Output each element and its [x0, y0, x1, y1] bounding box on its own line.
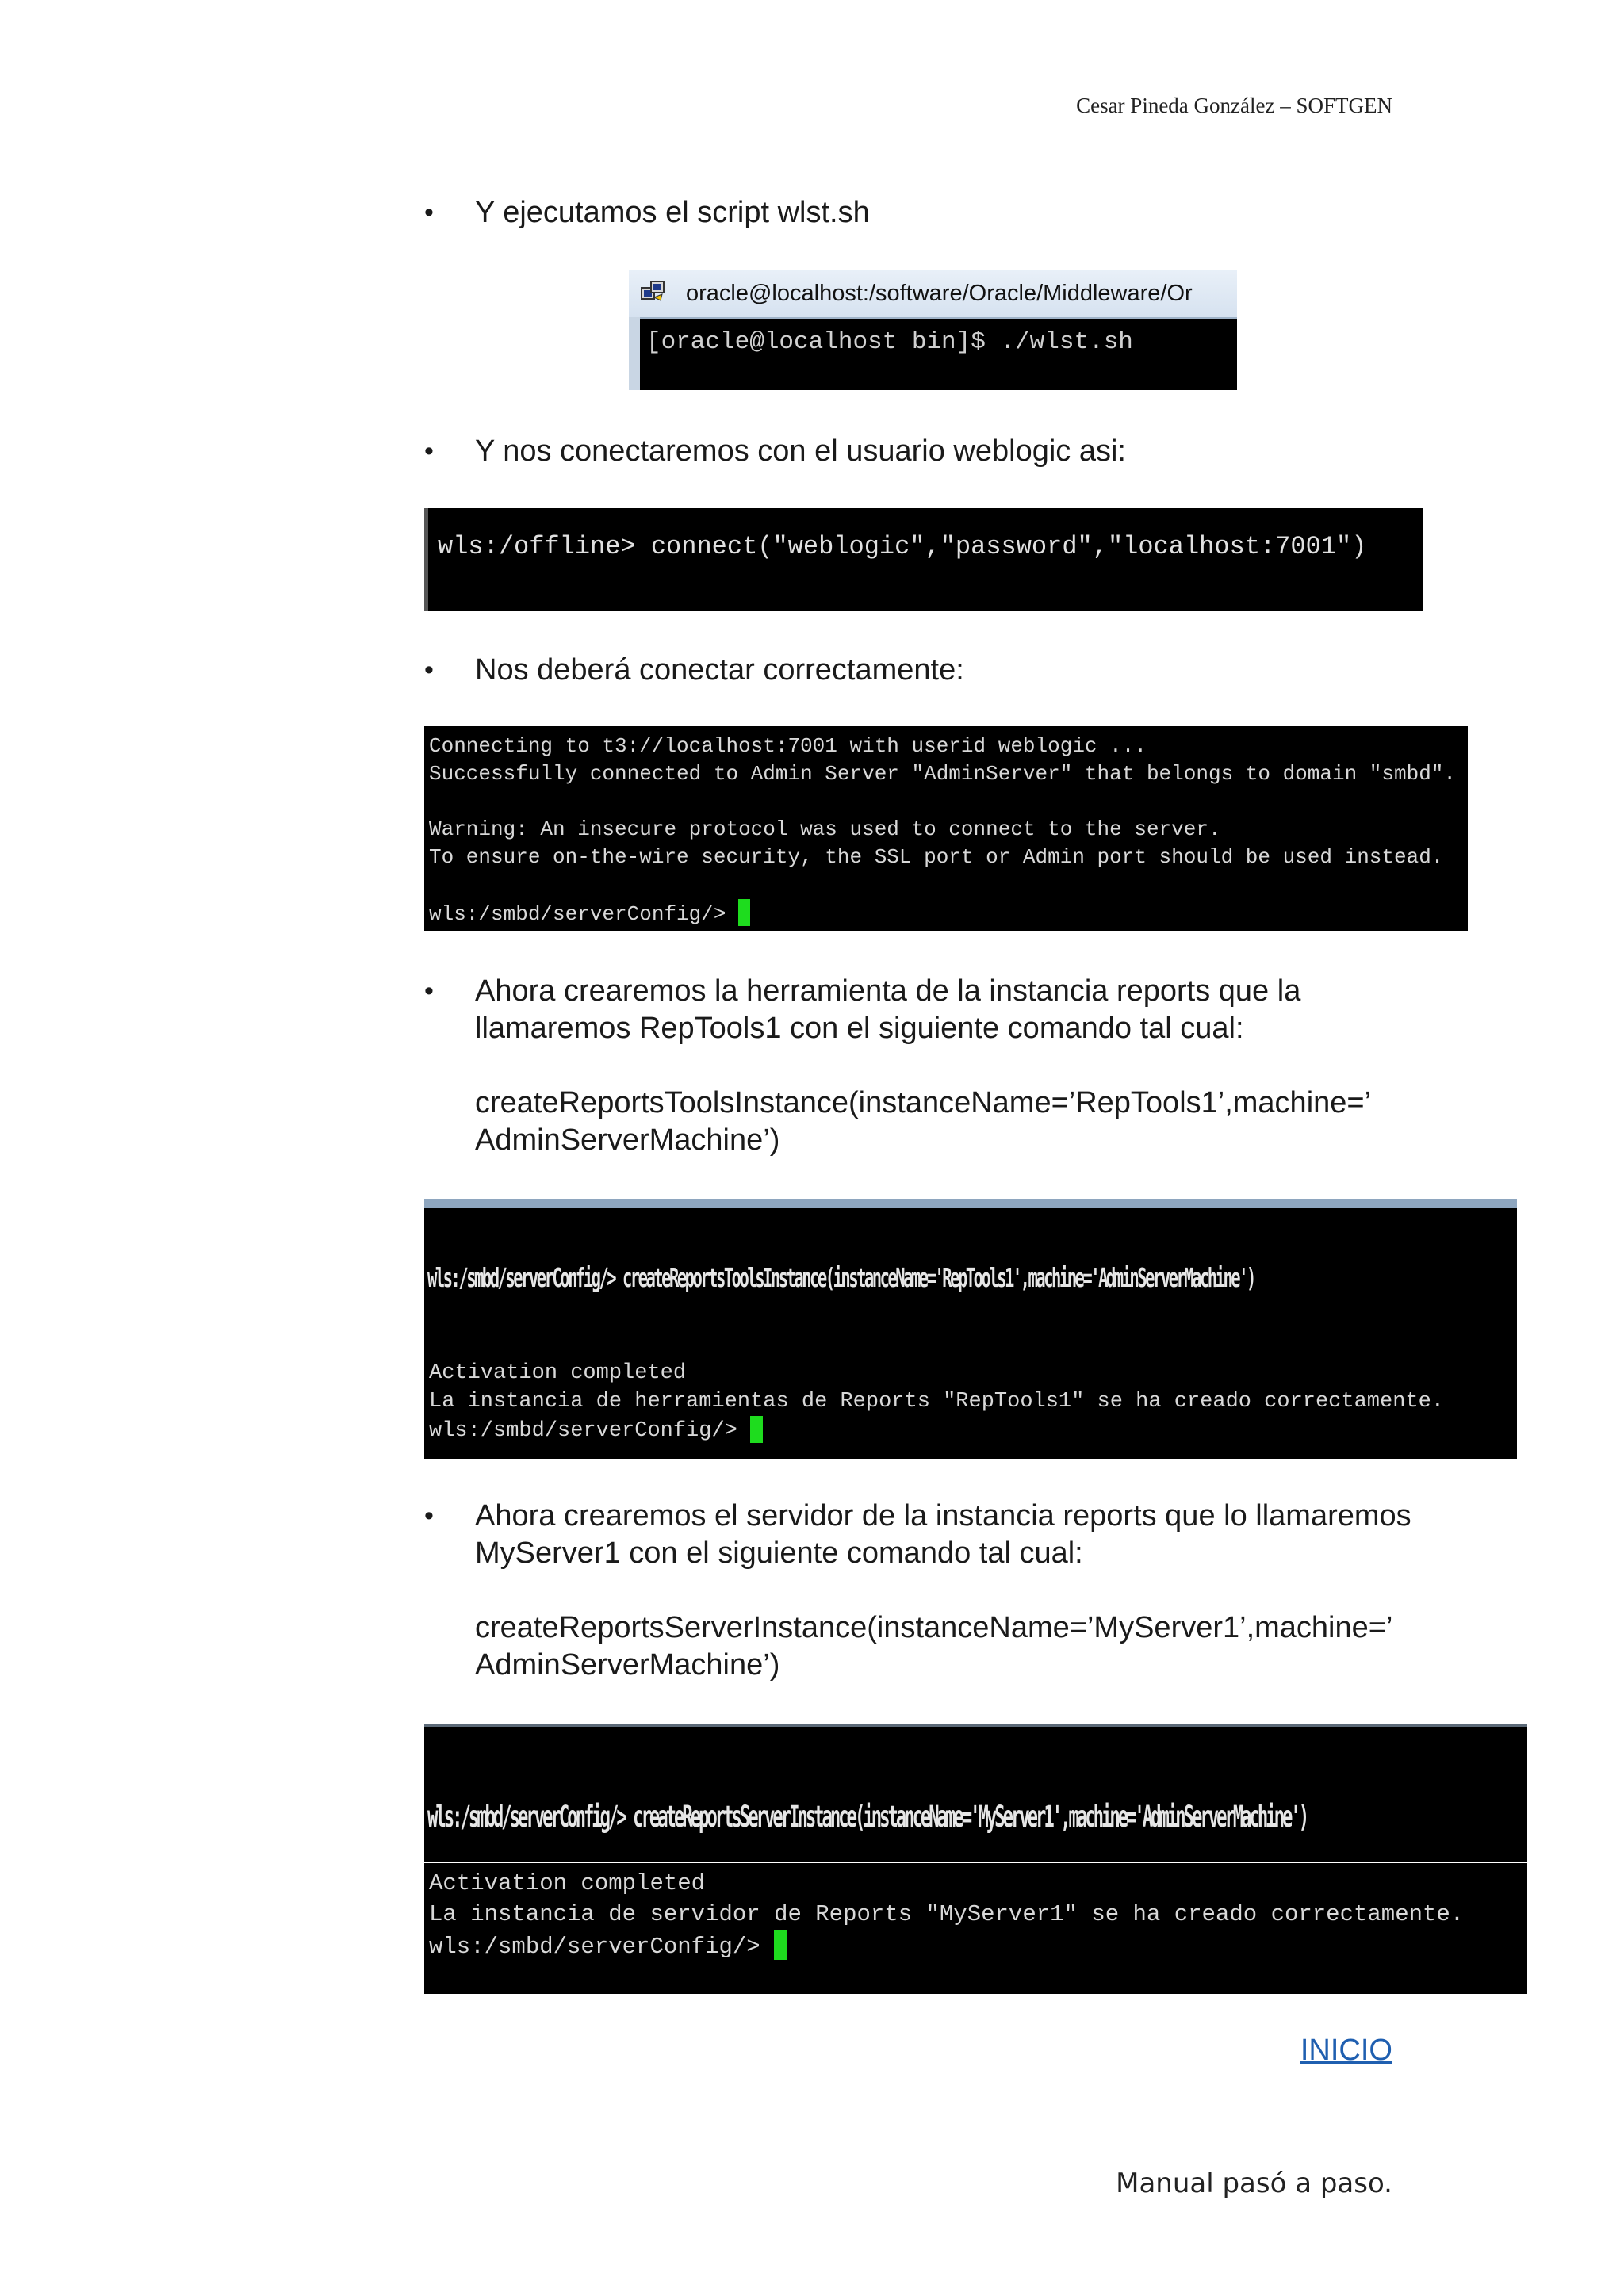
bullet-dot: • [424, 436, 434, 466]
terminal-cursor [774, 1930, 787, 1960]
connection-output-screenshot [424, 726, 1468, 931]
terminal-line: wls:/smbd/serverConfig/> createReportsToolsInstance(instanceName='RepTools1',machine='AdminServerMachine') [427, 1262, 1254, 1293]
putty-icon [640, 280, 667, 305]
terminal-line: To ensure on-the-wire security, the SSL port or Admin port should be used instead. [429, 845, 1444, 869]
server-command-screenshot [424, 1724, 1527, 1862]
terminal-line: wls:/offline> connect("weblogic","password","localhost:7001") [438, 532, 1367, 561]
inicio-link[interactable]: INICIO [1300, 2034, 1392, 2067]
putty-screenshot [629, 270, 1237, 390]
terminal-line [429, 788, 1456, 816]
tools-output-screenshot [424, 1356, 1517, 1459]
terminal-line: La instancia de servidor de Reports "MyServer1" se ha creado correctamente. [429, 1901, 1465, 1927]
page-footer: Manual pasó a paso. [1116, 2168, 1392, 2199]
terminal-line [429, 871, 1456, 899]
terminal-line: [oracle@localhost bin]$ ./wlst.sh [646, 328, 1133, 356]
bullet-dot: • [424, 1501, 434, 1531]
putty-title: oracle@localhost:/software/Oracle/Middleware/Or [686, 281, 1193, 306]
terminal-cursor [750, 1416, 763, 1443]
bullet-text: Nos deberá conectar correctamente: [475, 653, 964, 687]
bullet-text: Ahora crearemos la herramienta de la instancia reports que la llamaremos RepTools1 con el siguiente comando tal cual: [475, 974, 1301, 1045]
terminal-line: Activation completed [429, 1361, 687, 1385]
terminal-prompt: wls:/smbd/serverConfig/> [429, 1930, 1464, 1962]
terminal-line: Activation completed [429, 1870, 706, 1896]
tools-command-screenshot [424, 1199, 1517, 1364]
terminal-cursor [738, 899, 750, 926]
bullet-dot: • [424, 197, 434, 228]
bullet-text: Y ejecutamos el script wlst.sh [475, 196, 870, 229]
terminal-line: Successfully connected to Admin Server "AdminServer" that belongs to domain "smbd". [429, 762, 1457, 786]
command-text: createReportsServerInstance(instanceName=’MyServer1’,machine=’ AdminServerMachine’) [475, 1611, 1392, 1682]
bullet-text: Y nos conectaremos con el usuario weblogic asi: [475, 434, 1126, 468]
terminal-line: Warning: An insecure protocol was used to connect to the server. [429, 817, 1221, 841]
bullet-dot: • [424, 655, 434, 685]
command-text: createReportsToolsInstance(instanceName=’RepTools1’,machine=’ AdminServerMachine’) [475, 1086, 1370, 1157]
server-output-screenshot [424, 1863, 1527, 1994]
page-header: Cesar Pineda González – SOFTGEN [1076, 94, 1392, 117]
putty-titlebar [629, 270, 1237, 319]
terminal-line: wls:/smbd/serverConfig/> createReportsServerInstance(instanceName='MyServer1',machine='AdminServerMachine') [427, 1800, 1308, 1834]
bullet-text: Ahora crearemos el servidor de la instancia reports que lo llamaremos MyServer1 con el siguiente comando tal cual: [475, 1499, 1411, 1570]
terminal-line: Connecting to t3://localhost:7001 with userid weblogic ... [429, 734, 1147, 758]
connect-screenshot [424, 508, 1423, 611]
terminal-prompt: wls:/smbd/serverConfig/> [429, 1416, 1444, 1445]
terminal-line: La instancia de herramientas de Reports "RepTools1" se ha creado correctamente. [429, 1390, 1445, 1414]
terminal-prompt: wls:/smbd/serverConfig/> [429, 899, 1456, 928]
bullet-dot: • [424, 976, 434, 1006]
